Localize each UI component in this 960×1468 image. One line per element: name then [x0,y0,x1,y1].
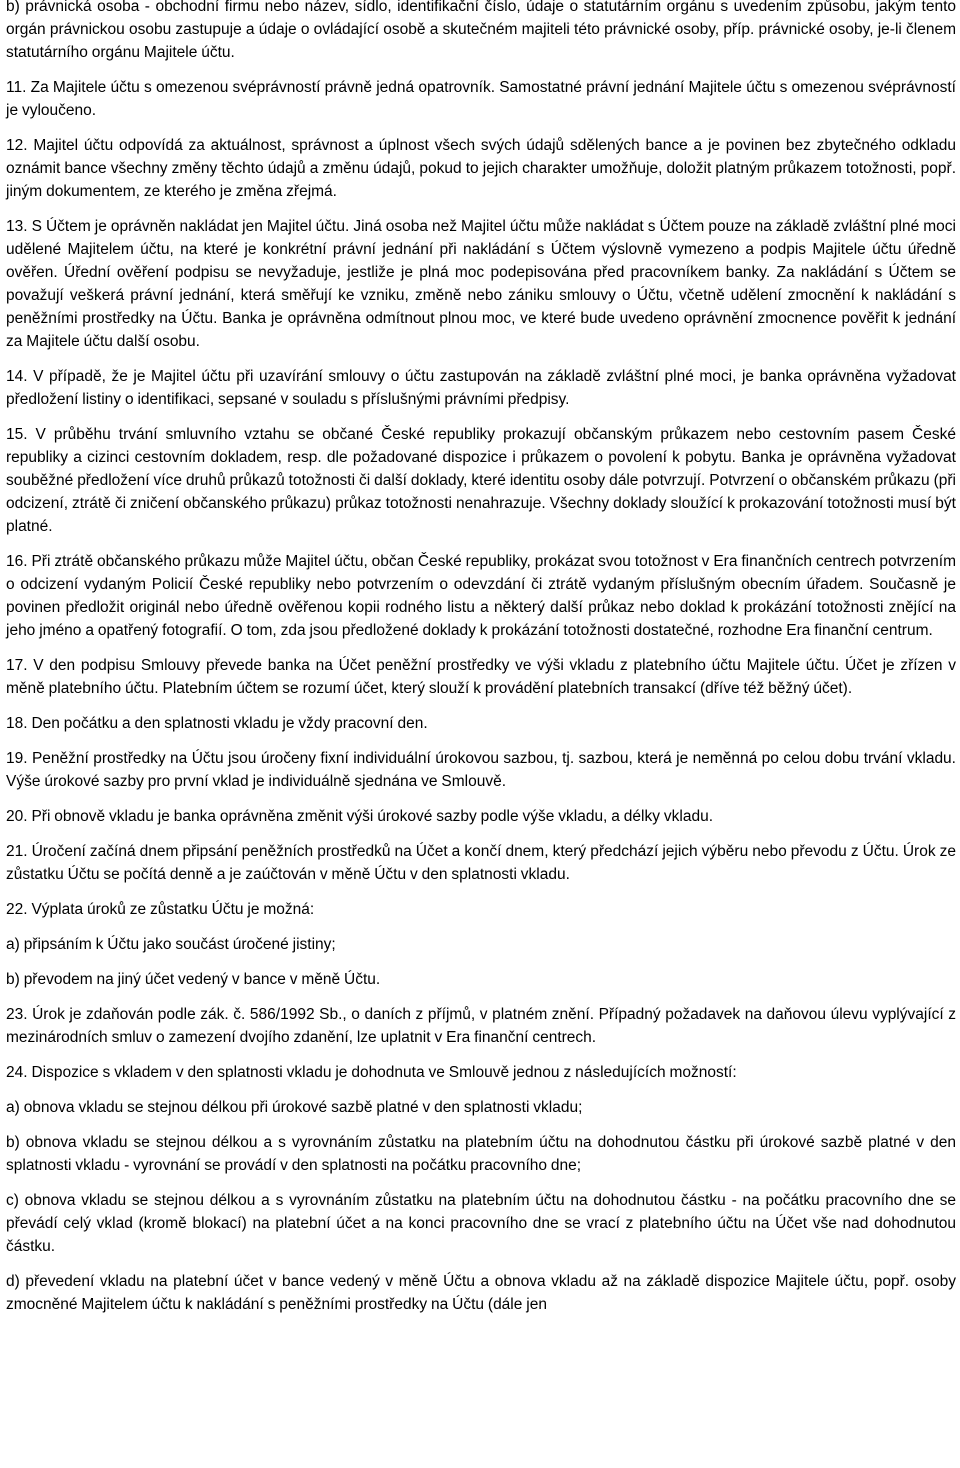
paragraph-24-a: a) obnova vkladu se stejnou délkou při úrokové sazbě platné v den splatnosti vkladu; [6,1099,583,1116]
paragraph-17: 17. V den podpisu Smlouvy převede banka na Účet peněžní prostředky ve výši vkladu z platebního účtu Majitele účtu. Účet je zřízen v měně platebního účtu. Platebním účtem se rozumí účet, který slouží k provádění platebních transakcí (dříve též běžný účet). [6,657,956,697]
paragraph-22: 22. Výplata úroků ze zůstatku Účtu je možná: [6,901,315,918]
paragraph-14: 14. V případě, že je Majitel účtu při uzavírání smlouvy o účtu zastupován na základě zvláštní plné moci, je banka oprávněna vyžadovat předložení listiny o identifikaci, sepsané v souladu s příslušnými právními předpisy. [6,368,956,408]
paragraph-22-a: a) připsáním k Účtu jako součást úročené jistiny; [6,936,336,953]
paragraph-22-b: b) převodem na jiný účet vedený v bance v měně Účtu. [6,971,381,988]
paragraph-12: 12. Majitel účtu odpovídá za aktuálnost, správnost a úplnost všech svých údajů sdělených bance a je povinen bez zbytečného odkladu oznámit bance všechny změny těchto údajů a změnu údajů, pokud to jejich charakter umožňuje, doložit platným průkazem totožnosti, popř. jiným dokumentem, ze kterého je změna zřejmá. [6,137,956,200]
paragraph-15: 15. V průběhu trvání smluvního vztahu se občané České republiky prokazují občanským průkazem nebo cestovním pasem České republiky a cizinci cestovním dokladem, resp. dle požadované dispozice i průkazem o povolení k pobytu. Banka je oprávněna vyžadovat souběžné předložení více druhů průkazů totožnosti či další doklady, které identitu osoby dále potvrzují. Potvrzení o občanském průkazu (při odcizení, ztrátě či zničení občanského průkazu) průkaz totožnosti nenahrazuje. Všechny doklady sloužící k prokazování totožnosti musí být platné. [6,426,956,535]
paragraph-20: 20. Při obnově vkladu je banka oprávněna změnit výši úrokové sazby podle výše vkladu, a délky vkladu. [6,808,714,825]
paragraph-24: 24. Dispozice s vkladem v den splatnosti vkladu je dohodnuta ve Smlouvě jednou z následujících možností: [6,1064,737,1081]
paragraph-18: 18. Den počátku a den splatnosti vkladu je vždy pracovní den. [6,715,428,732]
paragraph-19: 19. Peněžní prostředky na Účtu jsou úročeny fixní individuální úrokovou sazbou, tj. sazbou, která je neměnná po celou dobu trvání vkladu. Výše úrokové sazby pro první vklad je individuálně sjednána ve Smlouvě. [6,750,956,790]
paragraph-11: 11. Za Majitele účtu s omezenou svéprávností právně jedná opatrovník. Samostatné právní jednání Majitele účtu s omezenou svéprávností je vyloučeno. [6,79,956,119]
paragraph-24-d: d) převedení vkladu na platební účet v bance vedený v měně Účtu a obnova vkladu až na základě dispozice Majitele účtu, popř. osoby zmocněné Majitelem účtu k nakládání s peněžními prostředky na Účtu (dále jen [6,1273,956,1313]
paragraph-b-legal-entity: b) právnická osoba - obchodní firmu nebo název, sídlo, identifikační číslo, údaje o statutárním orgánu s uvedením způsobu, jakým tento orgán právnickou osobu zastupuje a údaje o ovládající osobě a skutečném majiteli této právnické osoby, příp. právnické osoby, je-li členem statutárního orgánu Majitele účtu. [6,0,956,61]
paragraph-23: 23. Úrok je zdaňován podle zák. č. 586/1992 Sb., o daních z příjmů, v platném znění. Případný požadavek na daňovou úlevu vyplývající z mezinárodních smluv o zamezení dvojího zdanění, lze uplatnit v Era finanční centrech. [6,1006,956,1046]
paragraph-21: 21. Úročení začíná dnem připsání peněžních prostředků na Účet a končí dnem, který předchází jejich výběru nebo převodu z Účtu. Úrok ze zůstatku Účtu se počítá denně a je zaúčtován v měně Účtu v den splatnosti vkladu. [6,843,956,883]
paragraph-24-b: b) obnova vkladu se stejnou délkou a s vyrovnáním zůstatku na platebním účtu na dohodnutou částku při úrokové sazbě platné v den splatnosti vkladu - vyrovnání se provádí v den splatnosti na počátku pracovního dne; [6,1134,956,1174]
paragraph-24-c: c) obnova vkladu se stejnou délkou a s vyrovnáním zůstatku na platebním účtu na dohodnutou částku - na počátku pracovního dne se převádí celý vklad (kromě blokací) na platební účet a na konci pracovního dne se vrací z platebního účtu na Účet vše nad dohodnutou částku. [6,1192,956,1255]
paragraph-13: 13. S Účtem je oprávněn nakládat jen Majitel účtu. Jiná osoba než Majitel účtu může nakládat s Účtem pouze na základě zvláštní plné moci udělené Majitelem účtu, na které je konkrétní právní jednání při nakládání s Účtem výslovně vymezeno a podpis Majitele účtu úředně ověřen. Úřední ověření podpisu se nevyžaduje, jestliže je plná moc podepisována před pracovníkem banky. Za nakládání s Účtem se považují veškerá právní jednání, která směřují ke vzniku, změně nebo zániku smlouvy o Účtu, včetně udělení zmocnění k nakládání s peněžními prostředky na Účtu. Banka je oprávněna odmítnout plnou moc, ve které bude uvedeno oprávnění zmocnence pověřit k jednání za Majitele účtu další osobu. [6,218,956,350]
paragraph-16: 16. Při ztrátě občanského průkazu může Majitel účtu, občan České republiky, prokázat svou totožnost v Era finančních centrech potvrzením o odcizení vydaným Policií České republiky nebo potvrzením o odevzdání či ztrátě vydaným příslušným obecním úřadem. Současně je povinen předložit originál nebo úředně ověřenou kopii rodného listu a některý další průkaz nebo doklad k prokázání totožnosti znějící na jeho jméno a opatřený fotografií. O tom, zda jsou předložené doklady k prokázání totožnosti dostatečné, rozhodne Era finanční centrum. [6,553,956,639]
